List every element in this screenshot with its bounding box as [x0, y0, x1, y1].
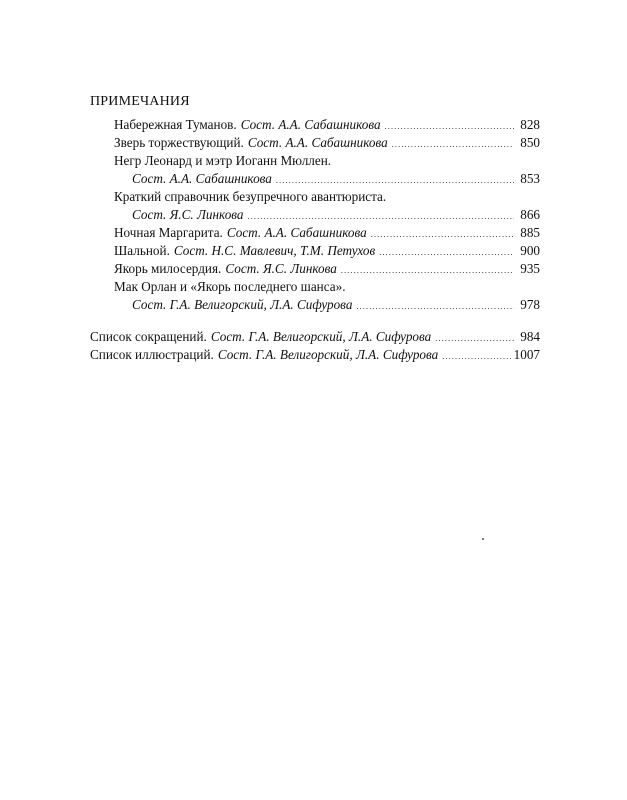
entry-title: Шальной.	[114, 243, 170, 258]
toc-entry[interactable]	[114, 224, 540, 242]
toc-entry-title-line[interactable]	[114, 188, 386, 206]
toc-entry[interactable]	[132, 170, 540, 188]
dot-leader	[341, 262, 514, 280]
toc-entry[interactable]	[90, 346, 540, 364]
entry-title: Краткий справочник безупречного авантюриста.	[114, 189, 387, 204]
toc-entry[interactable]	[114, 116, 540, 134]
entry-title: Список иллюстраций.	[90, 347, 214, 362]
entry-page-number: 853	[520, 171, 540, 186]
toc-entry-title-line[interactable]	[114, 152, 331, 170]
entry-author: Сост. А.А. Сабашникова	[247, 135, 388, 150]
entry-author: Сост. Г.А. Велигорский, Л.А. Сифурова	[217, 347, 439, 362]
toc-entry[interactable]	[132, 296, 540, 314]
entry-author: Сост. Я.С. Линкова	[225, 261, 337, 276]
dot-leader	[356, 298, 514, 316]
entry-author: Сост. Я.С. Линкова	[132, 207, 244, 222]
toc-entry[interactable]	[132, 206, 540, 224]
entry-title: Якорь милосердия.	[114, 261, 222, 276]
entry-page-number: 828	[520, 117, 540, 132]
entry-title: Зверь торжествующий.	[114, 135, 244, 150]
entry-title: Список сокращений.	[90, 329, 207, 344]
toc-entry[interactable]	[114, 134, 540, 152]
toc-entry[interactable]	[114, 260, 540, 278]
entry-author: Сост. А.А. Сабашникова	[132, 171, 272, 186]
section-title: ПРИМЕЧАНИЯ	[90, 94, 190, 109]
entry-author: Сост. Г.А. Велигорский, Л.А. Сифурова	[210, 329, 432, 344]
entry-author: Сост. Г.А. Велигорский, Л.А. Сифурова	[132, 297, 353, 312]
entry-title: Набережная Туманов.	[114, 117, 237, 132]
entry-page-number: 984	[520, 329, 540, 344]
entry-title: Негр Леонард и мэтр Иоганн Мюллен.	[114, 153, 332, 168]
toc-entry[interactable]	[114, 242, 540, 260]
entry-page-number: 850	[520, 135, 540, 150]
entry-page-number: 866	[520, 207, 540, 222]
entry-author: Сост. А.А. Сабашникова	[226, 225, 367, 240]
entry-title: Ночная Маргарита.	[114, 225, 223, 240]
entry-title: Мак Орлан и «Якорь последнего шанса».	[114, 279, 346, 294]
entry-author: Сост. Н.С. Мавлевич, Т.М. Петухов	[173, 243, 376, 258]
entry-page-number: 885	[520, 225, 540, 240]
entry-page-number: 900	[520, 243, 540, 258]
toc-entry-title-line[interactable]	[114, 278, 346, 296]
entry-page-number: 978	[520, 297, 540, 312]
dot-leader	[442, 348, 512, 366]
dot-leader	[392, 136, 514, 154]
entry-page-number: 1007	[513, 347, 540, 362]
entry-page-number: 935	[520, 261, 540, 276]
entry-author: Сост. А.А. Сабашникова	[240, 117, 381, 132]
scan-speck	[482, 538, 484, 540]
toc-entry[interactable]	[90, 328, 540, 346]
